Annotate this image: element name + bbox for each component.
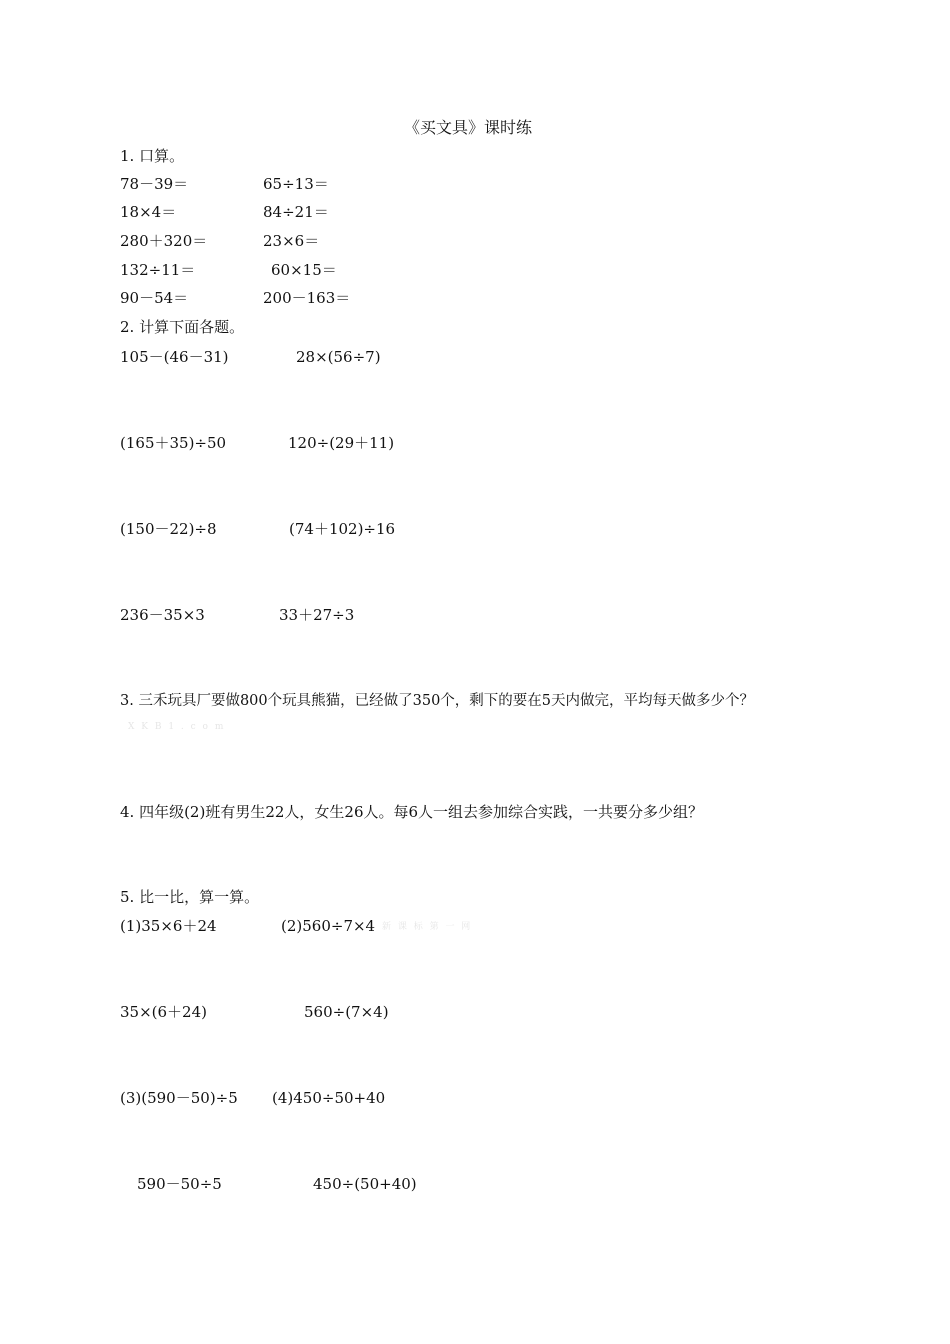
- q2-item-4a: 236－35×3: [120, 606, 205, 624]
- q1-item-2a: 18×4＝: [120, 203, 177, 221]
- q2-item-3b: (74＋102)÷16: [289, 520, 396, 538]
- q5-item-1b: (2)560÷7×4: [281, 917, 376, 935]
- q5-item-3b: (4)450÷50+40: [272, 1089, 386, 1107]
- page-title: 《买文具》课时练: [404, 118, 533, 137]
- q1-item-3b: 23×6＝: [263, 232, 320, 250]
- q2-item-4b: 33＋27÷3: [279, 606, 355, 624]
- q1-item-3a: 280＋320＝: [120, 232, 208, 250]
- q1-item-1b: 65÷13＝: [263, 175, 329, 193]
- q2-item-2b: 120÷(29＋11): [288, 434, 395, 452]
- q1-item-4b: 60×15＝: [271, 261, 337, 279]
- q5-item-2b: 560÷(7×4): [304, 1003, 389, 1021]
- q4-text: 4. 四年级(2)班有男生22人，女生26人。每6人一组去参加综合实践，一共要分多少组？: [120, 803, 704, 821]
- q5-item-2a: 35×(6＋24): [120, 1003, 207, 1021]
- watermark-text: X K B 1 . c o m: [128, 722, 226, 732]
- q1-item-1a: 78－39＝: [120, 175, 189, 193]
- q1-item-4a: 132÷11＝: [120, 261, 196, 279]
- q2-item-1a: 105－(46－31): [120, 348, 229, 366]
- q5-item-3a: (3)(590－50)÷5: [120, 1089, 238, 1107]
- q2-heading: 2. 计算下面各题。: [120, 318, 245, 336]
- q2-item-1b: 28×(56÷7): [296, 348, 381, 366]
- q5-item-4a: 590－50÷5: [137, 1175, 222, 1193]
- q5-heading: 5. 比一比，算一算。: [120, 888, 260, 906]
- q1-item-5a: 90－54＝: [120, 289, 189, 307]
- q2-item-2a: (165＋35)÷50: [120, 434, 227, 452]
- q3-text: 3. 三禾玩具厂要做800个玩具熊猫，已经做了350个，剩下的要在5天内做完，平均每天做多少个？: [120, 693, 755, 709]
- q2-item-3a: (150－22)÷8: [120, 520, 217, 538]
- q1-heading: 1. 口算。: [120, 147, 185, 165]
- q1-item-2b: 84÷21＝: [263, 203, 329, 221]
- q1-item-5b: 200－163＝: [263, 289, 351, 307]
- q5-item-4b: 450÷(50+40): [313, 1175, 417, 1193]
- watermark-text-2: 新 课 标 第 一 网: [382, 922, 473, 932]
- q5-item-1a: (1)35×6＋24: [120, 917, 217, 935]
